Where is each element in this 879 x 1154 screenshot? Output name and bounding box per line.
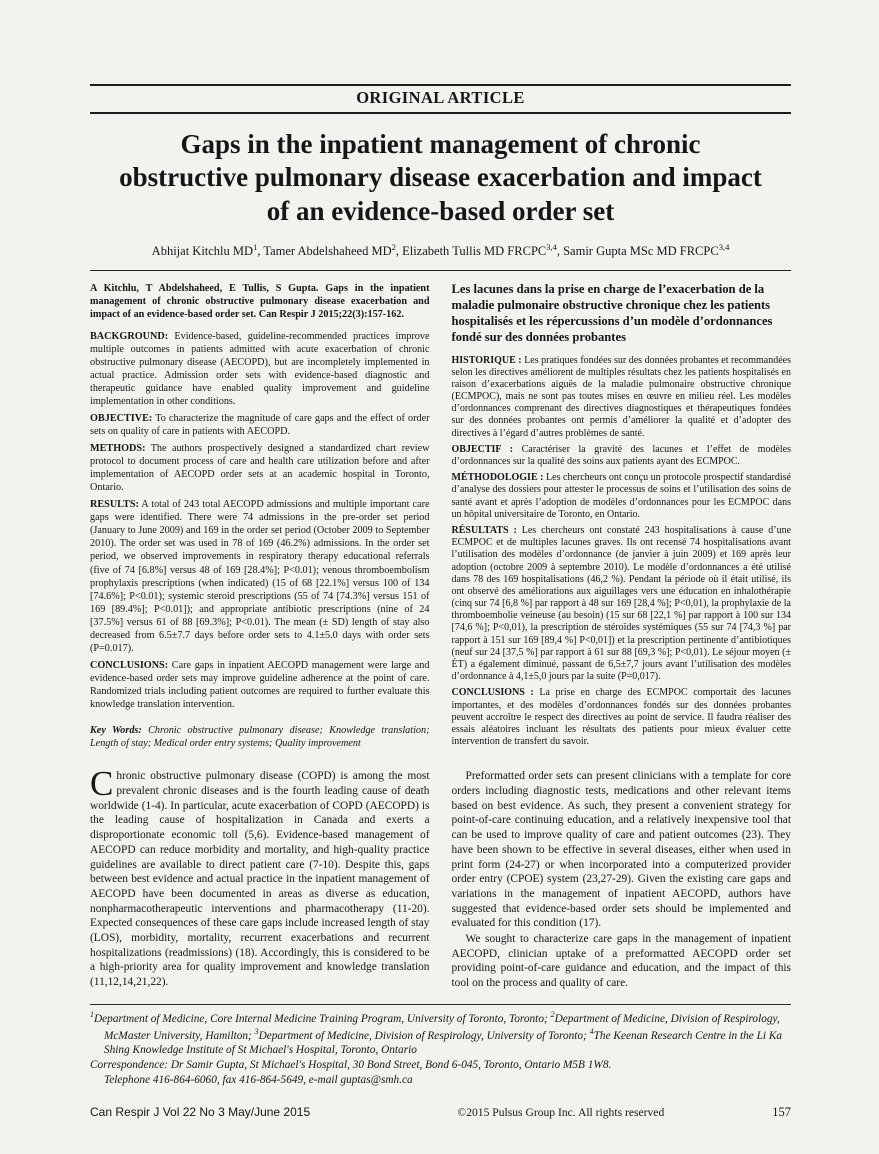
article-title: Gaps in the inpatient management of chronic obstructive pulmonary disease exacerbation and impact of an evidence-based order set — [119, 129, 762, 226]
article-citation: A Kitchlu, T Abdelshaheed, E Tullis, S Gupta. Gaps in the inpatient management of chronic obstructive pulmonary disease exacerbation and impact of an evidence-based order set. Can Respir J 2015;22(3):157-162. — [90, 282, 430, 320]
page-footer — [90, 1105, 791, 1120]
abstract-background-label: BACKGROUND: — [90, 330, 169, 342]
intro-paragraph-2: Preformatted order sets can present clinicians with a template for core orders including diagnostic tests, medications and other relevant items based on best evidence. As such, they present a convenient strategy for point-of-care continuing education, and a relatively inexpensive tool that can be used to improve quality of care and patient outcomes (23). They have been shown to be effective in several diseases, either when used in print form (24-27) or when incorporated into a computerized provider order entry (CPOE) system (23,27-29). Given the existing care gaps and variations in the management of inpatient AECOPD, authors have suggested that evidence-based order sets should be implemented and evaluated for this condition (17). — [451, 770, 791, 930]
affiliation-4-sup: 4 — [589, 1026, 594, 1036]
page-number: 157 — [772, 1105, 791, 1119]
author-byline — [90, 241, 791, 258]
abstract-conclusions-text: Care gaps in inpatient AECOPD management were large and evidence-based order sets may improve guideline adherence at the point of care. Randomized trials including patient outcomes are required to further evaluate this knowledge translation intervention. — [90, 659, 430, 710]
affiliation-1-sup: 1 — [90, 1009, 94, 1019]
abstract-conclusions-fr — [452, 687, 792, 748]
author-2-affiliation-sup: 2 — [391, 241, 396, 252]
affiliation-3-text: Department of Medicine, Division of Respirology, University of Toronto; — [258, 1029, 590, 1042]
author-4-name: , Samir Gupta MSc MD FRCPC — [556, 243, 719, 258]
keywords-label: Key Words: — [90, 725, 142, 737]
abstract-objective-label: OBJECTIVE: — [90, 412, 153, 424]
affiliation-4-text: The Keenan Research Centre in the Li Ka Shing Knowledge Institute of St Michael's Hospital, Toronto, Ontario — [104, 1029, 782, 1057]
abstract-methods-label: METHODS: — [90, 443, 146, 455]
affiliation-2-text: Department of Medicine, Division of Respirology, McMaster University, Hamilton; — [104, 1012, 780, 1042]
abstract-historique — [452, 355, 792, 440]
author-2-name: , Tamer Abdelshaheed MD — [257, 243, 392, 258]
abstract-conclusions-label: CONCLUSIONS: — [90, 659, 169, 671]
abstract-results-label: RESULTS: — [90, 499, 139, 511]
french-title: Les lacunes dans la prise en charge de l’exacerbation de la maladie pulmonaire obstructive chronique chez les patients hospitalisés et les répercussions d’un modèle d’ordonnances fondé sur des données probantes — [451, 281, 773, 344]
author-3-name: , Elizabeth Tullis MD FRCPC — [395, 243, 547, 258]
author-3-affiliation-sup: 3,4 — [546, 241, 557, 252]
abstract-results-text: A total of 243 total AECOPD admissions and multiple important care gaps were identified. There were 74 admissions in the pre-order set period (January to June 2009) and 169 in the order set period (October 2009 to September 2010). The order set was used in 78 of 169 (46.2%) admissions. In the order set period, we observed improvements in respiratory therapy educational referrals (five of 74 [6.8%] versus 48 of 169 [28.4%]; P<0.01); venous thromboembolism prophylaxis prescriptions (when indicated) (15 of 68 [22.1%] versus 100 of 134 [74.6%]; P<0.01); systemic steroid prescriptions (55 of 74 [74.3%] versus 151 of 169 [89.4%]; P<0.01]); and appropriate antibiotic prescriptions (nine of 24 [37.5%] versus 61 of 88 [69.3%]; P<0.01). The mean (± SD) length of stay also decreased from 6.5±7.7 days before order sets to 4.1±5.0 days with order sets (P=0.017). — [90, 499, 430, 654]
author-1-name: Abhijat Kitchlu MD — [151, 243, 254, 258]
abstract-methods — [90, 442, 430, 494]
abstract-background — [90, 330, 430, 408]
affiliation-1-text: Department of Medicine, Core Internal Medicine Training Program, University of Toronto, Toronto; — [94, 1012, 551, 1025]
affiliations-line — [90, 1010, 791, 1058]
affiliation-3-sup: 3 — [254, 1026, 259, 1036]
abstract-objectif-label: OBJECTIF : — [451, 443, 514, 455]
author-4 — [556, 241, 730, 258]
footnotes-block — [90, 1004, 791, 1088]
abstract-background-text: Evidence-based, guideline-recommended practices improve multiple outcomes in patients admitted with acute exacerbation of chronic obstructive pulmonary disease (AECOPD), but are incompletely implemented in actual practice. Admission order sets with evidence-based diagnostic and therapeutic guidance have enabled quality improvement and guideline implementation in other conditions. — [90, 330, 430, 407]
author-3 — [395, 241, 557, 258]
intro-paragraph-3: We sought to characterize care gaps in the management of inpatient AECOPD, clinician uptake of a preformatted AECOPD order set providing point-of-care guidance and education, and the impact of this tool on the process and quality of care. — [451, 933, 791, 990]
abstract-resultats-text: Les chercheurs ont constaté 243 hospitalisations à cause d’une ECMPOC et de multiples lacunes graves. Ils ont recensé 74 hospitalisations avant l’utilisation des modèles d’ordonnance (de janvier à juin 2009) et 169 après leur adoption (octobre 2009 à septembre 2010). Le modèle d’ordonnances a été utilisé dans 78 des 169 hospitalisations (46,2 %). Pendant la période où il était utilisé, ils ont observé des améliorations aux aiguillages vers une éducation en inhalothérapie (cinq sur 74 [6,8 %] par rapport à 48 sur 169 [28,4 %]; P<0,01), la prophylaxie de la thromboembolie veineuse (au besoin) (15 sur 68 [22,1 %] par rapport à 100 sur 134 [74,6 %]; P<0,01), la prescription de stéroïdes systémiques (55 sur 74 [74,3 %] par rapport à 151 sur 169 [89,4 %] P<0,01]) et la prescription pertinente d’antibiotiques (neuf sur 24 [37,5 %] par rapport à 61 sur 88 [69,3 %]; P<0,01). Le séjour moyen (± ÉT) a également diminué, passant de 6,5±7,7 jours avant l’utilisation des modèles d’ordonnance à 4,1±5,0 jours par la suite (P=0,017). — [451, 524, 792, 683]
intro-paragraph-1-text: hronic obstructive pulmonary disease (COPD) is among the most prevalent chronic diseases and is the fourth leading cause of death worldwide (1-4). In particular, acute exacerbation of COPD (AECOPD) is the leading cause of hospitalization in Canada and exerts a disproportionate economic toll (5,6). Evidence-based management of AECOPD can reduce morbidity and mortality, and high-quality practice guidelines are available to direct patient care (7-10). Despite this, gaps between best evidence and actual practice in the inpatient management of AECOPD have been documented in areas as diverse as education, nonpharmacotherapeutic interventions and pharmacotherapy (11-20). Expected consequences of these care gaps include increased length of stay (LOS), morbidity, mortality, recurrent exacerbations and recurrent hospitalizations (readmissions) (18). Accordingly, this is considered to be a high-priority area for quality improvement and knowledge translation (11,12,14,21,22). — [90, 770, 430, 989]
abstract-objective — [90, 412, 430, 438]
abstract-methodologie-label: MÉTHODOLOGIE : — [451, 472, 544, 484]
intro-paragraph-1 — [90, 764, 430, 990]
abstract-french-column — [452, 282, 792, 753]
intro-left-column — [90, 764, 430, 991]
author-1 — [151, 241, 258, 258]
abstract-english-column — [90, 282, 430, 753]
abstract-historique-text: Les pratiques fondées sur des données probantes et recommandées selon les directives améliorent de multiples résultats chez les patients hospitalisés en raison d’exacerbations aiguës de la maladie pulmonaire obstructive chronique (ECMPOC), mais ne sont pas toutes mises en œuvre en milieu réel. Les modèles d’ordonnances comprenant des directives diagnostiques et thérapeutiques fondées sur des données probantes ont permis d’améliorer la qualité et d’adopter des directives à l’égard d’autres problèmes de santé. — [451, 354, 792, 439]
abstract-resultats — [452, 525, 792, 683]
copyright-notice: ©2015 Pulsus Group Inc. All rights reserved — [457, 1106, 665, 1119]
abstract-section — [90, 282, 791, 753]
introduction-section — [90, 764, 791, 991]
journal-volume-info: Can Respir J Vol 22 No 3 May/June 2015 — [90, 1105, 311, 1119]
correspondence-line: Correspondence: Dr Samir Gupta, St Michael's Hospital, 30 Bond Street, Bond 6-045, Toronto, Ontario M5B 1W8. — [90, 1059, 612, 1072]
abstract-objective-text: To characterize the magnitude of care gaps and the effect of order sets on quality of care in patients with AECOPD. — [90, 412, 430, 438]
keywords-line — [90, 724, 430, 750]
abstract-methods-text: The authors prospectively designed a standardized chart review protocol to document process of care and health care utilization before and after implementation of AECOPD order sets at an academic hospital in Toronto, Ontario. — [90, 443, 430, 494]
affiliation-2-sup: 2 — [550, 1009, 555, 1019]
abstract-methodologie — [452, 472, 792, 521]
dropcap-letter: C — [90, 764, 114, 804]
abstract-conclusions-fr-text: La prise en charge des ECMPOC comportait des lacunes importantes, et des modèles d’ordonnances fondés sur des données probantes peuvent accroître le respect des directives au point de service. Il faudra réaliser des essais aléatoires incluant les résultats des patients pour mieux évaluer cette intervention de transfert du savoir. — [451, 687, 791, 748]
abstract-conclusions — [90, 659, 430, 711]
abstract-conclusions-fr-label: CONCLUSIONS : — [451, 687, 534, 699]
author-4-affiliation-sup: 3,4 — [718, 241, 730, 252]
abstract-objectif — [452, 444, 792, 468]
abstract-objectif-text: Caractériser la gravité des lacunes et l’effet de modèles d’ordonnances sur la qualité des soins aux patients ayant des ECMPOC. — [451, 443, 792, 467]
abstract-results — [90, 498, 430, 655]
abstract-resultats-label: RÉSULTATS : — [451, 524, 517, 536]
abstract-methodologie-text: Les chercheurs ont conçu un protocole prospectif standardisé d’analyse des dossiers pour attester le processus de soins et l’utilisation des soins de santé avant et après l’adoption de modèles d’ordonnances pour les ECMPOC dans un hôpital universitaire de Toronto, en Ontario. — [451, 472, 791, 520]
keywords-text: Chronic obstructive pulmonary disease; Knowledge translation; Length of stay; Medical order entry systems; Quality improvement — [90, 725, 430, 750]
article-type-label: ORIGINAL ARTICLE — [356, 88, 525, 107]
author-2 — [257, 241, 396, 258]
byline-rule — [90, 270, 791, 271]
author-1-affiliation-sup: 1 — [253, 241, 258, 252]
abstract-historique-label: HISTORIQUE : — [451, 354, 522, 366]
header-bottom-rule — [90, 112, 791, 114]
telephone-line: Telephone 416-864-6060, fax 416-864-5649, e-mail guptas@smh.ca — [104, 1074, 413, 1087]
intro-right-column — [452, 769, 792, 991]
